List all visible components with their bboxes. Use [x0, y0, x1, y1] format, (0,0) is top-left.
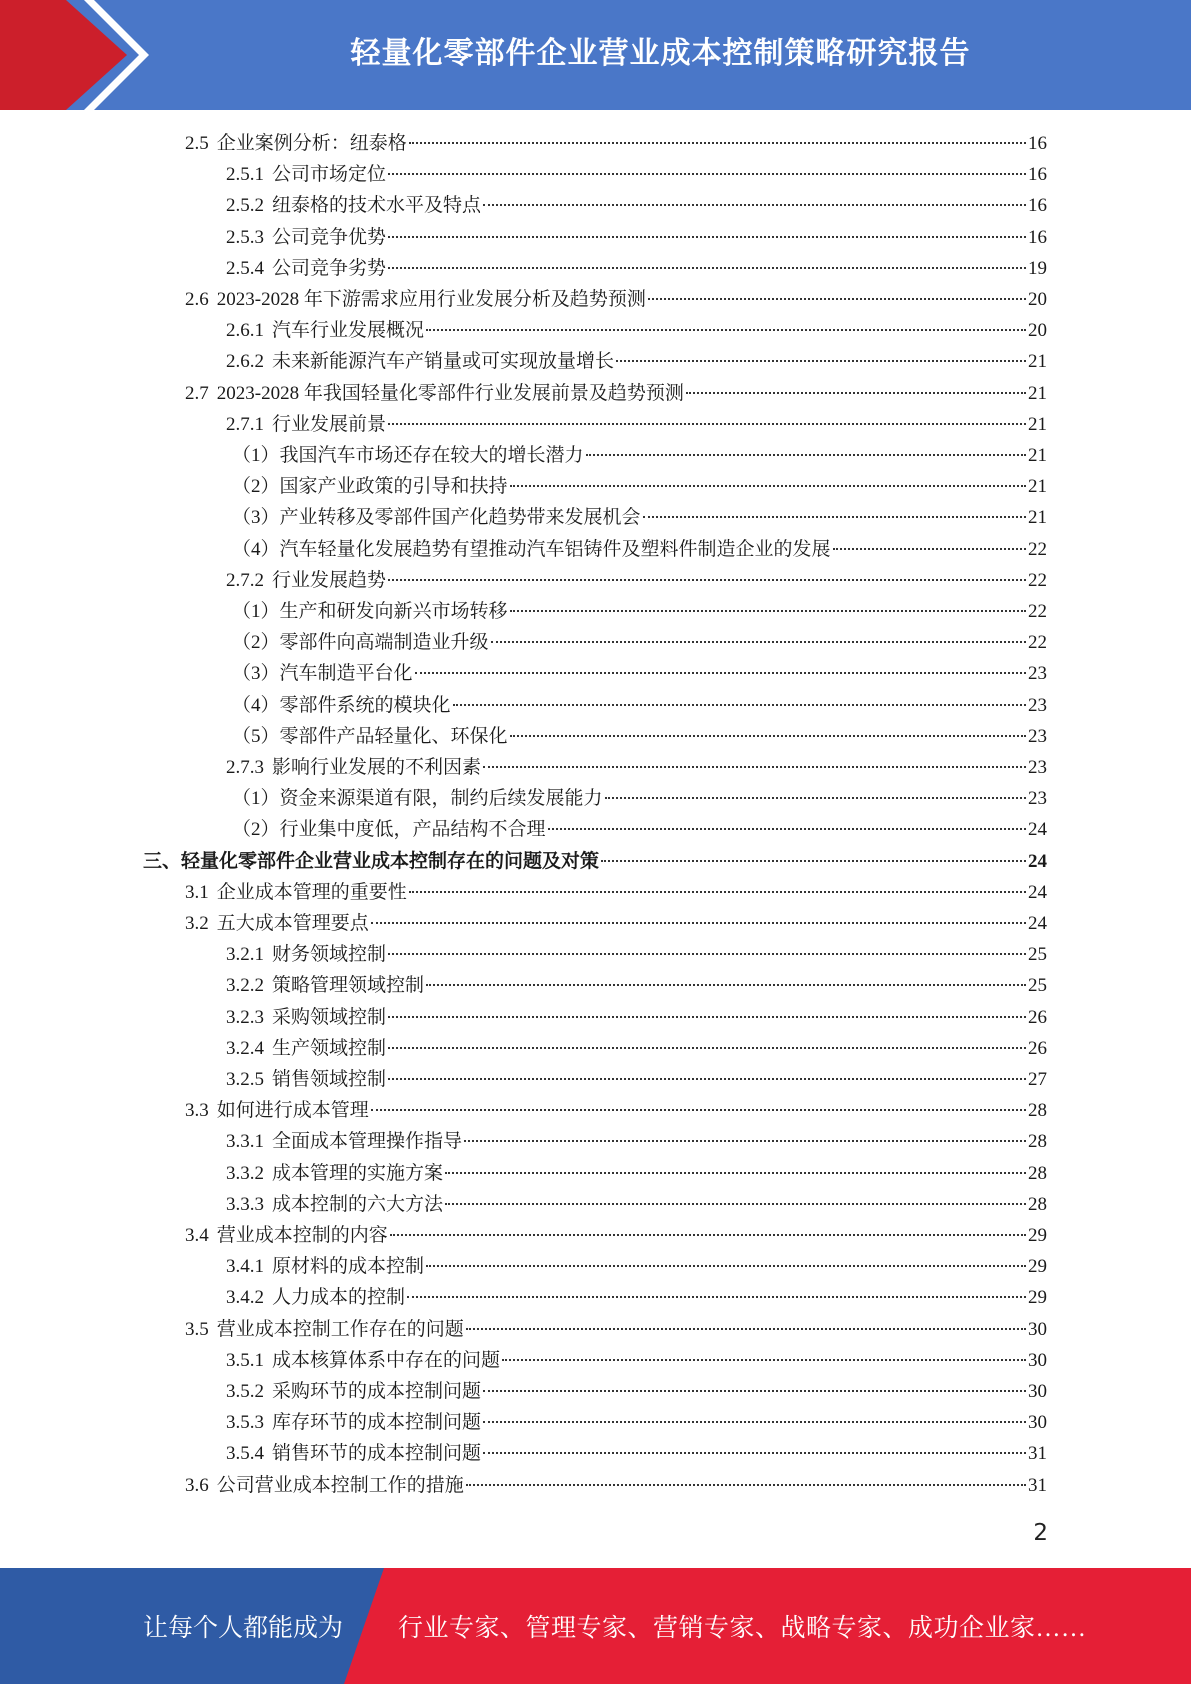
toc-entry-page: 23 — [1028, 663, 1047, 685]
toc-entry-title: 成本核算体系中存在的问题 — [272, 1349, 501, 1371]
toc-entry[interactable] — [232, 814, 1047, 845]
toc-dot-leader — [407, 1296, 1026, 1298]
toc-entry-title: （2）国家产业政策的引导和扶持 — [232, 476, 508, 498]
toc-entry-title: （2）零部件向高端制造业升级 — [232, 632, 489, 654]
toc-entry-page: 20 — [1028, 320, 1047, 342]
toc-dot-leader — [483, 766, 1026, 768]
toc-entry-number: 3.5.2 — [226, 1381, 264, 1402]
header-chevron-icon — [0, 0, 160, 110]
toc-dot-leader — [616, 360, 1026, 362]
toc-entry-title: （1）资金来源渠道有限，制约后续发展能力 — [232, 788, 603, 810]
toc-entry-title: 汽车行业发展概况 — [272, 320, 425, 342]
toc-entry-page: 23 — [1028, 725, 1047, 747]
toc-entry[interactable] — [226, 315, 1047, 346]
toc-entry[interactable] — [185, 1314, 1047, 1345]
toc-entry-number: 3.3.3 — [226, 1193, 264, 1215]
toc-entry-page: 16 — [1028, 226, 1047, 248]
toc-entry-page: 22 — [1028, 569, 1047, 591]
toc-entry-number: 2.6 — [185, 289, 209, 310]
toc-entry-title: （4）汽车轻量化发展趋势有望推动汽车铝铸件及塑料件制造企业的发展 — [232, 538, 831, 560]
toc-entry[interactable] — [226, 1158, 1047, 1189]
toc-entry-title: 2023-2028 年我国轻量化零部件行业发展前景及趋势预测 — [216, 382, 684, 404]
toc-entry-title: 公司竞争劣势 — [272, 257, 387, 279]
toc-dot-leader — [601, 860, 1026, 862]
toc-entry-page: 27 — [1028, 1069, 1047, 1090]
toc-dot-leader — [605, 797, 1026, 799]
toc-dot-leader — [464, 1140, 1026, 1142]
toc-dot-leader — [388, 173, 1026, 175]
toc-dot-leader — [371, 1109, 1026, 1111]
toc-entry[interactable] — [185, 1095, 1047, 1126]
toc-entry-number: 3.5 — [185, 1318, 209, 1340]
toc-dot-leader — [426, 329, 1026, 331]
toc-entry-number: 3.4.1 — [226, 1256, 264, 1278]
toc-entry-page: 21 — [1028, 351, 1047, 373]
toc-dot-leader — [388, 953, 1026, 955]
toc-dot-leader — [388, 423, 1026, 425]
toc-dot-leader — [483, 1390, 1026, 1392]
toc-entry-page: 28 — [1028, 1193, 1047, 1215]
toc-entry-title: 营业成本控制的内容 — [216, 1225, 388, 1246]
toc-entry-page: 24 — [1028, 881, 1047, 903]
toc-entry[interactable] — [226, 565, 1047, 596]
toc-entry-number: 2.5.3 — [226, 226, 264, 248]
toc-entry[interactable] — [232, 471, 1047, 502]
toc-entry-page: 21 — [1028, 476, 1047, 498]
toc-dot-leader — [388, 236, 1026, 238]
toc-entry[interactable] — [226, 1376, 1047, 1407]
toc-entry-page: 22 — [1028, 538, 1047, 560]
toc-entry[interactable] — [185, 908, 1047, 939]
toc-entry-number: 2.6.2 — [226, 351, 264, 373]
toc-dot-leader — [371, 922, 1026, 924]
toc-entry-number: 3.3.1 — [226, 1131, 264, 1153]
toc-entry-title: 财务领域控制 — [272, 944, 387, 966]
toc-entry-page: 16 — [1028, 133, 1047, 154]
toc-entry[interactable] — [232, 721, 1047, 752]
toc-entry-title: 公司竞争优势 — [272, 226, 387, 248]
toc-entry-title: （1）我国汽车市场还存在较大的增长潜力 — [232, 445, 584, 466]
toc-entry-title: （4）零部件系统的模块化 — [232, 694, 451, 716]
toc-dot-leader — [388, 267, 1026, 269]
toc-entry-title: 行业发展前景 — [272, 413, 387, 435]
toc-entry-title: 销售领域控制 — [272, 1069, 387, 1090]
toc-dot-leader — [643, 516, 1026, 518]
toc-entry[interactable] — [226, 346, 1047, 377]
toc-dot-leader — [445, 1203, 1026, 1205]
toc-dot-leader — [388, 1047, 1026, 1049]
toc-entry[interactable] — [226, 939, 1047, 970]
toc-entry[interactable] — [232, 440, 1047, 471]
toc-entry[interactable] — [226, 1126, 1047, 1157]
toc-entry[interactable] — [226, 1064, 1047, 1095]
toc-entry-page: 21 — [1028, 413, 1047, 435]
toc-dot-leader — [466, 1328, 1026, 1330]
toc-dot-leader — [586, 454, 1026, 456]
toc-entry-page: 23 — [1028, 788, 1047, 810]
toc-entry-page: 21 — [1028, 507, 1047, 529]
toc-entry-number: 2.7.3 — [226, 757, 264, 778]
toc-entry-number: 2.7.2 — [226, 569, 264, 591]
toc-entry-number: 3.6 — [185, 1474, 209, 1496]
toc-entry-title: （3）汽车制造平台化 — [232, 663, 413, 685]
toc-entry[interactable] — [185, 284, 1047, 315]
toc-entry-title: （1）生产和研发向新兴市场转移 — [232, 601, 508, 622]
toc-dot-leader — [426, 1265, 1026, 1267]
toc-entry-page: 16 — [1028, 195, 1047, 217]
toc-entry-number: 2.7 — [185, 382, 209, 404]
toc-entry-title: 人力成本的控制 — [272, 1287, 406, 1309]
toc-entry-title: 纽泰格的技术水平及特点 — [272, 195, 482, 217]
toc-dot-leader — [388, 1016, 1026, 1018]
toc-entry-title: 库存环节的成本控制问题 — [272, 1412, 482, 1434]
toc-entry-title: 成本管理的实施方案 — [272, 1162, 444, 1184]
toc-entry-title: 原材料的成本控制 — [272, 1256, 425, 1278]
toc-entry[interactable] — [185, 1220, 1047, 1251]
toc-dot-leader — [491, 641, 1026, 643]
toc-entry-page: 29 — [1028, 1287, 1047, 1309]
toc-dot-leader — [833, 548, 1026, 550]
toc-entry-title: 行业发展趋势 — [272, 569, 387, 591]
toc-entry-title: 策略管理领域控制 — [272, 975, 425, 997]
toc-entry[interactable] — [185, 1470, 1047, 1501]
toc-dot-leader — [409, 891, 1026, 893]
toc-entry-title: 采购领域控制 — [272, 1006, 387, 1028]
toc-entry[interactable] — [226, 253, 1047, 284]
toc-entry-title: 生产领域控制 — [272, 1037, 387, 1059]
toc-dot-leader — [686, 392, 1026, 394]
toc-entry-page: 19 — [1028, 257, 1047, 279]
toc-dot-leader — [453, 704, 1026, 706]
toc-entry[interactable] — [226, 1002, 1047, 1033]
toc-entry[interactable] — [226, 1438, 1047, 1469]
toc-entry-page: 31 — [1028, 1474, 1047, 1496]
toc-dot-leader — [466, 1484, 1026, 1486]
toc-entry-title: 全面成本管理操作指导 — [272, 1131, 463, 1153]
toc-entry[interactable] — [226, 1407, 1047, 1438]
toc-entry-number: 2.5.4 — [226, 257, 264, 279]
toc-entry-page: 21 — [1028, 382, 1047, 404]
toc-entry-page: 21 — [1028, 445, 1047, 466]
toc-entry[interactable] — [226, 1189, 1047, 1220]
toc-dot-leader — [510, 610, 1026, 612]
toc-entry-number: 3.2 — [185, 913, 209, 934]
toc-entry-page: 28 — [1028, 1131, 1047, 1153]
toc-entry-number: 3.5.3 — [226, 1412, 264, 1434]
toc-entry-page: 20 — [1028, 289, 1047, 310]
toc-entry-number: 3.5.1 — [226, 1349, 264, 1371]
toc-entry[interactable] — [226, 1033, 1047, 1064]
toc-entry-title: 如何进行成本管理 — [216, 1100, 369, 1122]
toc-dot-leader — [445, 1172, 1026, 1174]
page-header — [0, 0, 1191, 110]
toc-entry[interactable] — [226, 1282, 1047, 1313]
toc-dot-leader — [548, 828, 1026, 830]
toc-entry-number: 3.5.4 — [226, 1443, 264, 1465]
toc-entry-number: 2.5 — [185, 133, 209, 154]
toc-entry-number: 3.3 — [185, 1100, 209, 1122]
toc-entry-title: （5）零部件产品轻量化、环保化 — [232, 725, 508, 747]
toc-entry[interactable] — [185, 128, 1047, 159]
toc-entry[interactable] — [232, 658, 1047, 689]
toc-entry-page: 30 — [1028, 1349, 1047, 1371]
toc-entry-page: 25 — [1028, 975, 1047, 997]
toc-entry-title: 成本控制的六大方法 — [272, 1193, 444, 1215]
toc-entry-page: 29 — [1028, 1256, 1047, 1278]
toc-entry-number: 3.2.2 — [226, 975, 264, 997]
page-footer — [0, 1568, 1191, 1684]
toc-entry-title: 2023-2028 年下游需求应用行业发展分析及趋势预测 — [216, 289, 646, 310]
toc-entry-title: 营业成本控制工作存在的问题 — [216, 1318, 464, 1340]
toc-entry[interactable] — [226, 159, 1047, 190]
toc-entry-title: 影响行业发展的不利因素 — [272, 757, 482, 778]
toc-entry-number: 3.1 — [185, 881, 209, 903]
toc-dot-leader — [510, 735, 1026, 737]
toc-entry-number: 3.2.4 — [226, 1037, 264, 1059]
toc-entry[interactable] — [232, 783, 1047, 814]
footer-slogan-right: 行业专家、管理专家、营销专家、战略专家、成功企业家…… — [398, 1615, 1087, 1642]
toc-entry-page: 29 — [1028, 1225, 1047, 1246]
toc-entry[interactable] — [232, 534, 1047, 565]
toc-entry-page: 24 — [1028, 819, 1047, 841]
toc-entry-number: 3.2.5 — [226, 1069, 264, 1090]
toc-entry-page: 26 — [1028, 1037, 1047, 1059]
toc-entry[interactable] — [226, 752, 1047, 783]
toc-entry-title: 销售环节的成本控制问题 — [272, 1443, 482, 1465]
toc-entry[interactable] — [226, 970, 1047, 1001]
toc-dot-leader — [409, 142, 1026, 144]
toc-dot-leader — [510, 485, 1026, 487]
toc-entry-number: 3.4 — [185, 1225, 209, 1246]
toc-entry-title: 企业成本管理的重要性 — [216, 881, 407, 903]
toc-entry-title: 五大成本管理要点 — [216, 913, 369, 934]
toc-entry-title: （2）行业集中度低，产品结构不合理 — [232, 819, 546, 841]
toc-entry-title: 未来新能源汽车产销量或可实现放量增长 — [272, 351, 615, 373]
toc-entry-page: 30 — [1028, 1412, 1047, 1434]
toc-entry-title: 公司市场定位 — [272, 164, 387, 186]
toc-entry-page: 16 — [1028, 164, 1047, 186]
toc-entry-page: 30 — [1028, 1318, 1047, 1340]
toc-entry[interactable] — [226, 1345, 1047, 1376]
toc-entry-title: 采购环节的成本控制问题 — [272, 1381, 482, 1402]
toc-dot-leader — [388, 1078, 1026, 1080]
toc-entry[interactable] — [232, 627, 1047, 658]
toc-entry[interactable] — [185, 378, 1047, 409]
toc-entry-number: 2.5.1 — [226, 164, 264, 186]
toc-entry[interactable] — [185, 877, 1047, 908]
toc-entry-page: 28 — [1028, 1162, 1047, 1184]
toc-dot-leader — [648, 298, 1026, 300]
toc-entry-number: 2.7.1 — [226, 413, 264, 435]
toc-entry-page: 22 — [1028, 601, 1047, 622]
toc-entry-page: 24 — [1028, 913, 1047, 934]
toc-entry-page: 25 — [1028, 944, 1047, 966]
toc-dot-leader — [483, 204, 1026, 206]
toc-entry-page: 30 — [1028, 1381, 1047, 1402]
toc-entry[interactable] — [232, 502, 1047, 533]
toc-entry-title: 企业案例分析：纽泰格 — [216, 133, 407, 154]
toc-entry[interactable] — [226, 222, 1047, 253]
toc-dot-leader — [388, 579, 1026, 581]
toc-entry-page: 24 — [1028, 850, 1047, 872]
toc-entry[interactable] — [232, 690, 1047, 721]
toc-dot-leader — [502, 1359, 1026, 1361]
toc-entry[interactable] — [226, 1251, 1047, 1282]
toc-entry-page: 26 — [1028, 1006, 1047, 1028]
toc-entry-page: 28 — [1028, 1100, 1047, 1122]
toc-entry[interactable] — [143, 846, 1047, 877]
toc-entry[interactable] — [226, 190, 1047, 221]
toc-entry-title: 公司营业成本控制工作的措施 — [216, 1474, 464, 1496]
toc-entry-number: 3.3.2 — [226, 1162, 264, 1184]
toc-entry-number: 3.4.2 — [226, 1287, 264, 1309]
toc-dot-leader — [483, 1452, 1026, 1454]
report-title: 轻量化零部件企业营业成本控制策略研究报告 — [350, 36, 971, 71]
toc-entry-number: 2.5.2 — [226, 195, 264, 217]
page-number: 2 — [1033, 1520, 1048, 1546]
toc-dot-leader — [483, 1421, 1026, 1423]
footer-slogan-left: 让每个人都能成为 — [143, 1615, 344, 1642]
toc-entry-page: 31 — [1028, 1443, 1047, 1465]
toc-entry-number: 3.2.3 — [226, 1006, 264, 1028]
toc-entry-page: 23 — [1028, 694, 1047, 716]
toc-entry-number: 3.2.1 — [226, 944, 264, 966]
toc-dot-leader — [426, 984, 1026, 986]
toc-entry-title: 三、轻量化零部件企业营业成本控制存在的问题及对策 — [143, 850, 600, 872]
toc-entry[interactable] — [232, 596, 1047, 627]
toc-entry-title: （3）产业转移及零部件国产化趋势带来发展机会 — [232, 507, 641, 529]
toc-entry-page: 22 — [1028, 632, 1047, 654]
toc-entry[interactable] — [226, 409, 1047, 440]
toc-dot-leader — [415, 672, 1026, 674]
toc-entry-number: 2.6.1 — [226, 320, 264, 342]
toc-entry-page: 23 — [1028, 757, 1047, 778]
toc-dot-leader — [390, 1234, 1026, 1236]
